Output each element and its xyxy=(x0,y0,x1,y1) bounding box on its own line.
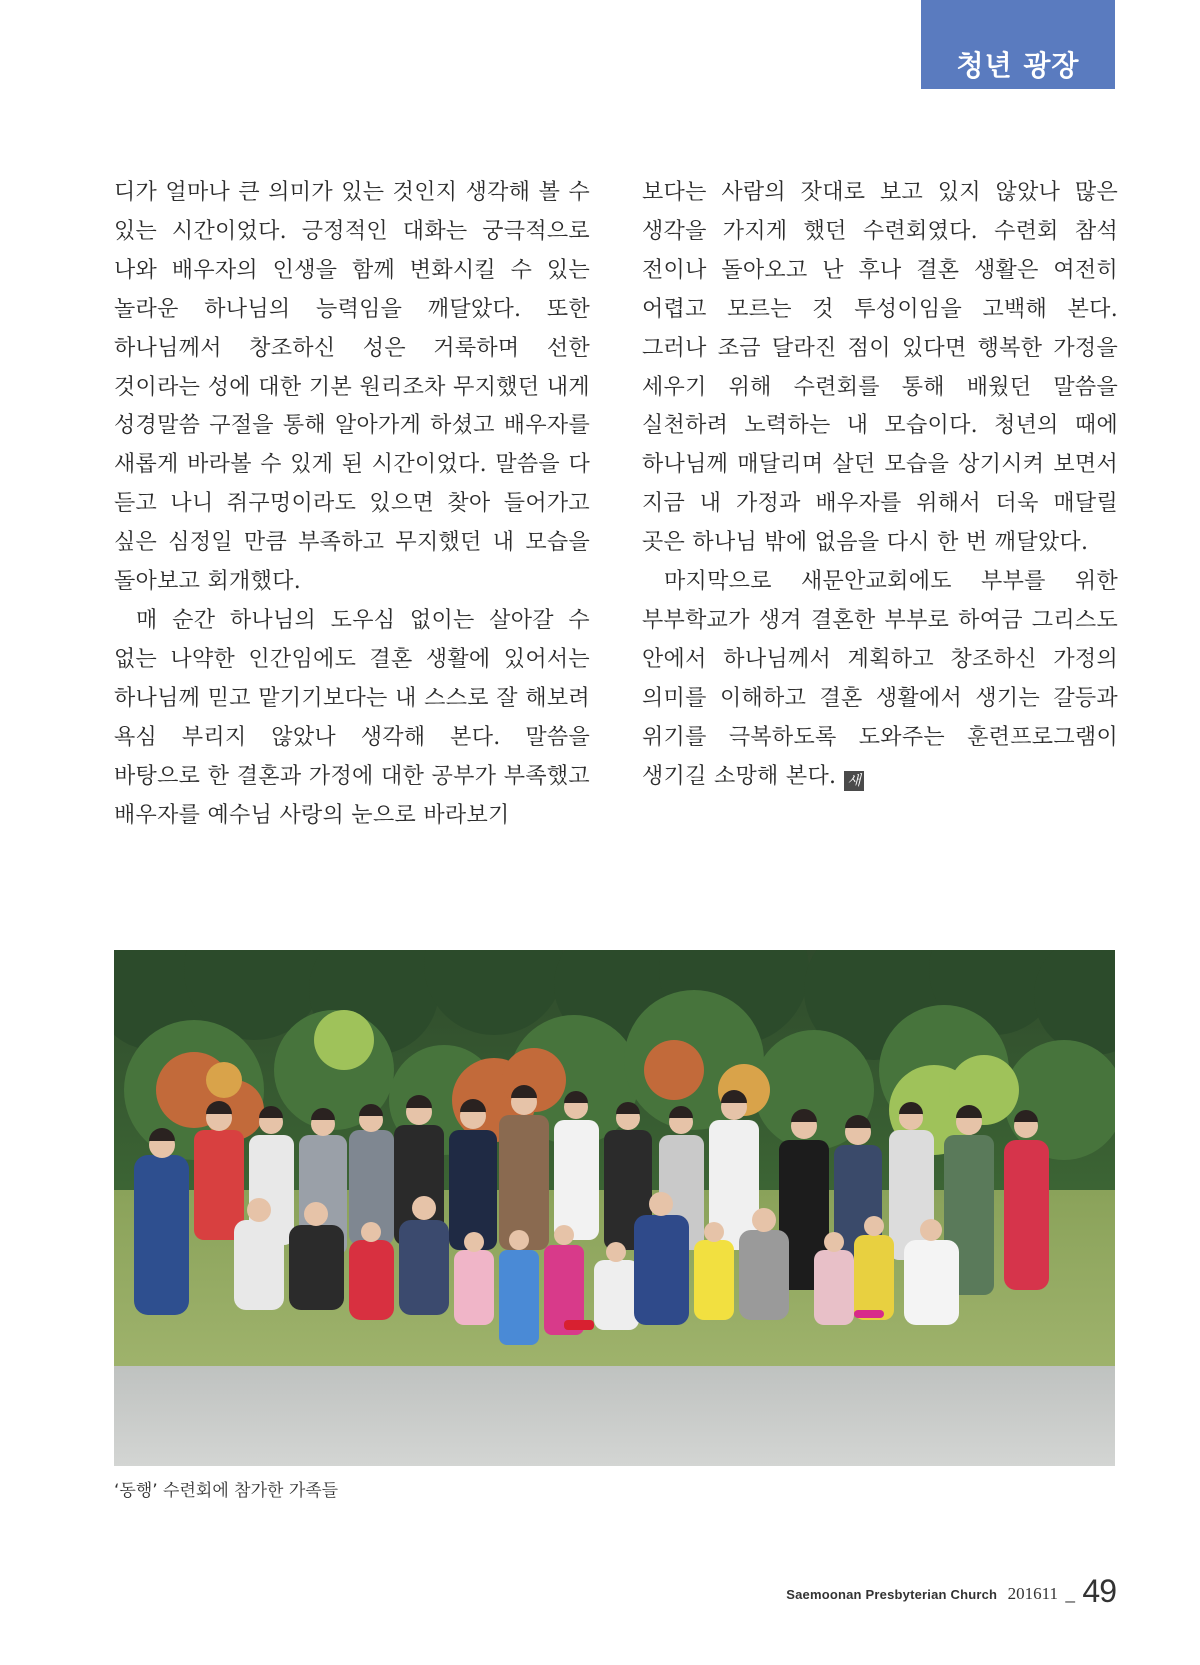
page-footer xyxy=(786,1573,1116,1610)
footer-separator: _ xyxy=(1065,1584,1075,1603)
article-column-right xyxy=(642,174,1118,797)
group-photo xyxy=(114,950,1115,1466)
article-column-left xyxy=(114,174,590,835)
footer-issue: 201611 xyxy=(1007,1584,1059,1603)
page-number: 49 xyxy=(1082,1573,1116,1609)
article-end-mark-icon: 새 xyxy=(844,771,864,791)
article-paragraph: 보다는 사람의 잣대로 보고 있지 않았나 많은 생각을 가지게 했던 수련회였다. 수련회 참석 전이나 돌아오고 난 후나 결혼 생활은 여전히 어렵고 모르는 것 투성이임을 고백해 본다. 그러나 조금 달라진 점이 있다면 행복한 가정을 세우기 위해 수련회를 통해 배웠던 말씀을 실천하려 노력하는 내 모습이다. 청년의 때에 하나님께 매달리며 살던 모습을 상기시켜 보면서 지금 내 가정과 배우자를 위해서 더욱 매달릴 곳은 하나님 밖에 없음을 다시 한 번 깨달았다. xyxy=(642,180,1118,556)
section-title: 청년 광장 xyxy=(956,49,1080,82)
footer-church-name: Saemoonan Presbyterian Church xyxy=(786,1587,998,1602)
section-title-tab xyxy=(921,0,1115,89)
photo-caption: ‘동행’ 수련회에 참가한 가족들 xyxy=(114,1481,339,1501)
article-paragraph: 디가 얼마나 큰 의미가 있는 것인지 생각해 볼 수 있는 시간이었다. 긍정적인 대화는 궁극적으로 나와 배우자의 인생을 함께 변화시킬 수 있는 놀라운 하나님의 능력임을 깨달았다. 또한 하나님께서 창조하신 성은 거룩하며 선한 것이라는 성에 대한 기본 원리조차 무지했던 내게 성경말씀 구절을 통해 알아가게 하셨고 배우자를 새롭게 바라볼 수 있게 된 시간이었다. 말씀을 다 듣고 나니 쥐구멍이라도 있으면 찾아 들어가고 싶은 심정일 만큼 부족하고 무지했던 내 모습을 돌아보고 회개했다. xyxy=(114,180,590,595)
article-paragraph-final xyxy=(642,563,1118,796)
article-paragraph: 매 순간 하나님의 도우심 없이는 살아갈 수 없는 나약한 인간임에도 결혼 생활에 있어서는 하나님께 믿고 맡기기보다는 내 스스로 잘 해보려 욕심 부리지 않았나 생각해 본다. 말씀을 바탕으로 한 결혼과 가정에 대한 공부가 부족했고 배우자를 예수님 사랑의 눈으로 바라보기 xyxy=(114,607,590,828)
article-paragraph-text: 마지막으로 새문안교회에도 부부를 위한 부부학교가 생겨 결혼한 부부로 하여금 그리스도 안에서 하나님께서 계획하고 창조하신 가정의 의미를 이해하고 결혼 생활에서 생기는 갈등과 위기를 극복하도록 도와주는 훈련프로그램이 생기길 소망해 본다. xyxy=(642,569,1118,789)
